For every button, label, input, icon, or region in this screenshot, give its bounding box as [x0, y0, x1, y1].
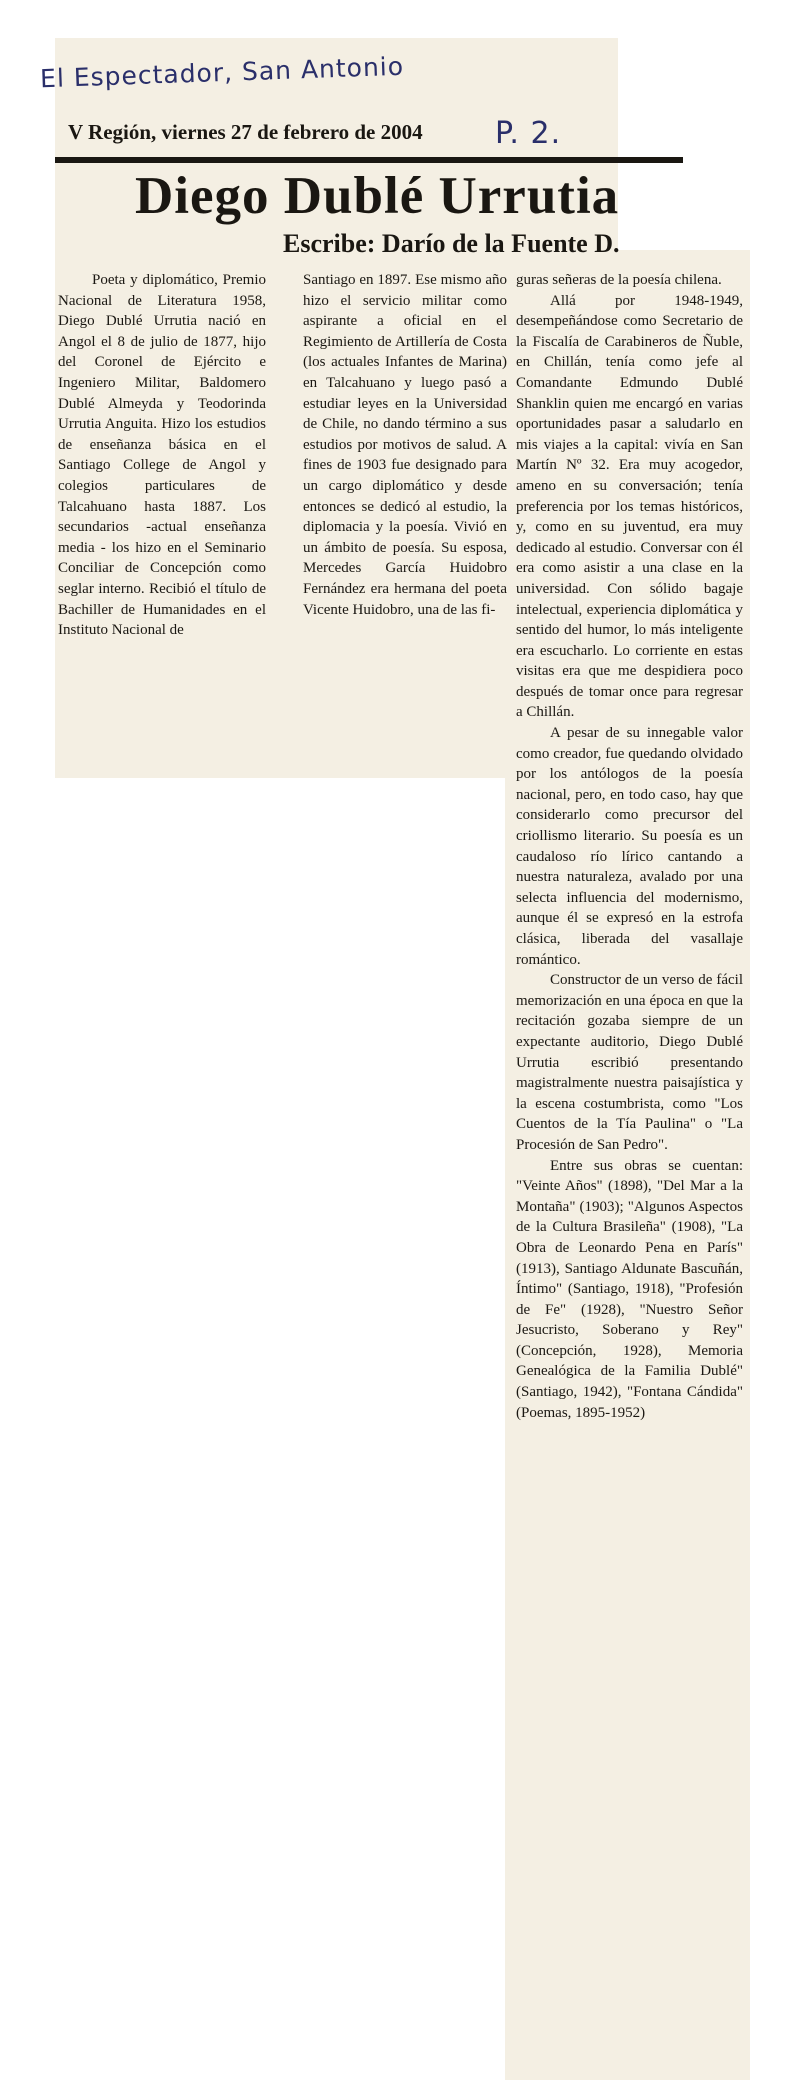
paragraph: Constructor de un verso de fácil memorización en una época en que la recitación gozaba siempre de un expectante auditorio, Diego Dublé Urrutia escribió presentando magistralmente nuestra paisajística y la escena costumbrista, como "Los Cuentos de la Tía Paulina" o "La Procesión de San Pedro".	[516, 972, 743, 1153]
paragraph: Entre sus obras se cuentan: "Veinte Años" (1898), "Del Mar a la Montaña" (1903); "Algunos Aspectos de la Cultura Brasileña" (1908), "La Obra de Leonardo Pena en París" (1913), Santiago Aldunate Bascuñán, Íntimo" (Santiago, 1918), "Profesión de Fe" (1928), "Nuestro Señor Jesucristo, Soberano y Rey" (Concepción, 1928), Memoria Genealógica de la Familia Dublé" (Santiago, 1942), "Fontana Cándida" (Poemas, 1895-1952)	[516, 1157, 743, 1421]
paragraph: Allá por 1948-1949, desempeñándose como Secretario de la Fiscalía de Carabineros de Ñuble, en Chillán, tenía como jefe al Comandante Edmundo Dublé Shanklin quien me encargó en varias oportunidades pasar a saludarlo en mis viajes a la capital: vivía en San Martín Nº 32. Era muy acogedor, ameno en su conversación; tenía preferencia por los temas históricos, y, como en su juventud, era muy dedicado al estudio. Conversar con él era como asistir a una clase en la universidad. Con sólido bagaje intelectual, experiencia diplomática y sentido del humor, lo más inteligente era escucharlo. Lo corriente en estas visitas era que me despidiera poco después de tomar once para regresar a Chillán.	[516, 292, 743, 721]
paragraph: Santiago en 1897. Ese mismo año hizo el servicio militar como aspirante a oficial en el Regimiento de Artillería de Costa (los actuales Infantes de Marina) en Talcahuano y luego pasó a estudiar leyes en la Universidad de Chile, no dando término a sus estudios por motivos de salud. A fines de 1903 fue designado para un cargo diplomático y desde entonces se dedicó al estudio, la diplomacia y la poesía. Vivió en un ámbito de poesía. Su esposa, Mercedes García Huidobro Fernández era hermana del poeta Vicente Huidobro, una de las fi-	[303, 272, 507, 618]
paragraph: guras señeras de la poesía chilena.	[516, 272, 722, 288]
article-column-1	[58, 270, 266, 641]
article-byline: Escribe: Darío de la Fuente D.	[283, 229, 620, 258]
handwritten-source-note: El Espectador, San Antonio	[39, 51, 405, 94]
header-rule	[55, 157, 683, 163]
handwritten-page-note: P. 2.	[495, 116, 562, 151]
paragraph: Poeta y diplomático, Premio Nacional de Literatura 1958, Diego Dublé Urrutia nació en Angol el 8 de julio de 1877, hijo del Coronel de Ejército e Ingeniero Militar, Baldomero Dublé Almeyda y Teodorinda Urrutia Anguita. Hizo los estudios de enseñanza básica en el Santiago College de Angol y colegios particulares de Talcahuano hasta 1887. Los secundarios -actual enseñanza media - los hizo en el Seminario Conciliar de Concepción como seglar interno. Recibió el título de Bachiller de Humanidades en el Instituto Nacional de	[58, 272, 266, 639]
paragraph: A pesar de su innegable valor como creador, fue quedando olvidado por los antólogos de la poesía nacional, pero, en todo caso, hay que considerarlo como precursor del criollismo literario. Su poesía es un caudaloso río lírico cantando a nuestra naturaleza, avalado por una selecta influencia del modernismo, aunque él se expresó en la estrofa clásica, liberada del vasallaje romántico.	[516, 725, 743, 968]
article-column-2	[303, 270, 507, 620]
article-title: Diego Dublé Urrutia	[135, 167, 620, 225]
article-column-3	[516, 270, 743, 1423]
dateline: V Región, viernes 27 de febrero de 2004	[68, 120, 423, 144]
